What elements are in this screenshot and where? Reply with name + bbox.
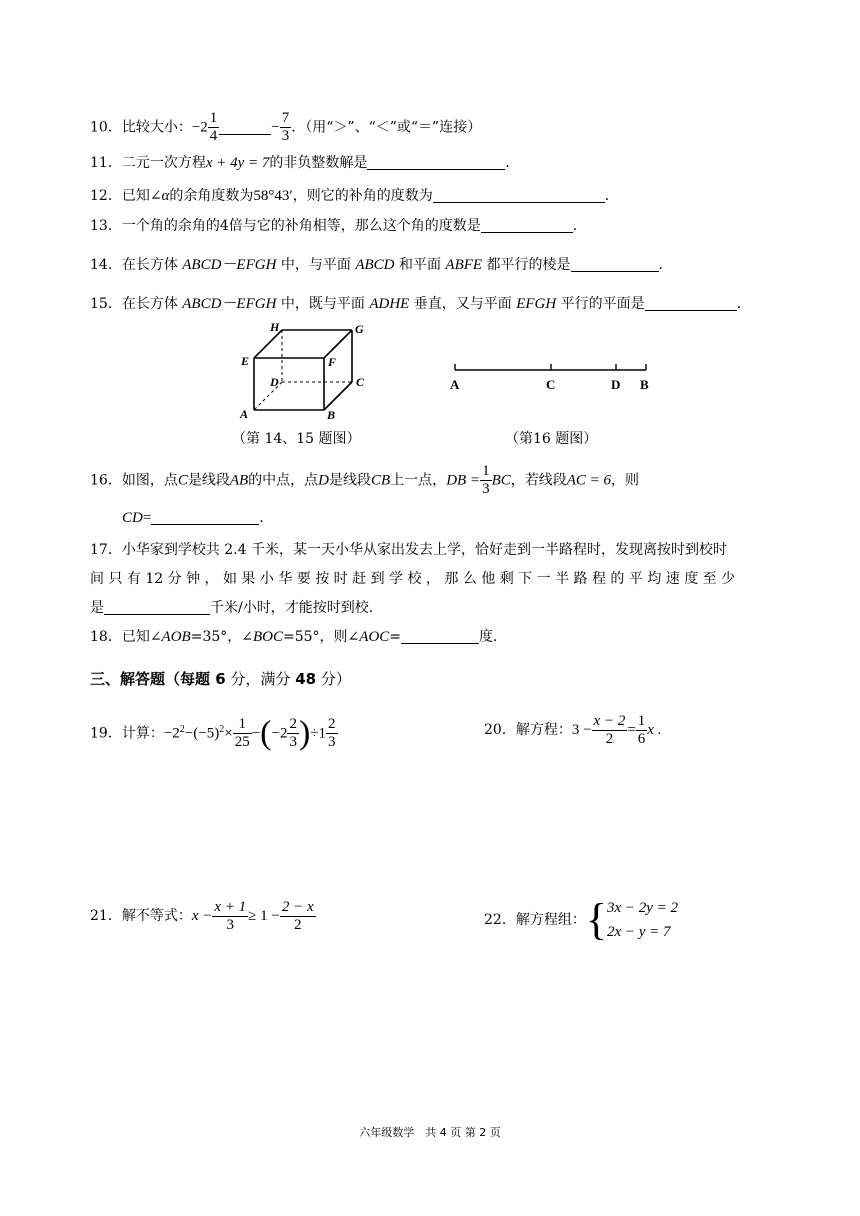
q20-t3: x .	[647, 722, 662, 738]
q13-text: 13．一个角的余角的4倍与它的补角相等，那么这个角的度数是	[90, 218, 481, 234]
vertex-label-a: A	[240, 407, 249, 421]
q15-end: ．	[736, 296, 751, 312]
q16-cd: CD	[122, 510, 143, 526]
q18-p1: 18．已知∠	[90, 629, 162, 645]
q20-t1: 3 −	[571, 722, 592, 738]
q19-t3: ×	[224, 725, 233, 742]
q20-t2: =	[627, 722, 636, 738]
question-21	[90, 896, 316, 936]
q10-prefix: 10．比较大小：	[90, 119, 192, 136]
segment-figure	[446, 356, 656, 396]
q16-end: ．	[259, 510, 274, 526]
q16-p7: ，则	[611, 472, 640, 489]
q16-p6: ，若线段	[510, 472, 567, 489]
q21-fraction-2: $\frac{2 - x}{2}$	[281, 898, 314, 933]
q11-end: ．	[505, 155, 520, 171]
q20-prefix: 20．解方程：	[484, 722, 572, 738]
q21-t2: ≥ 1 −	[248, 908, 280, 924]
q19-t5: −2	[271, 725, 288, 742]
q17-line3b: 千米/小时，才能按时到校.	[210, 600, 374, 616]
q16-p2: 是线段	[187, 472, 230, 489]
q22-prefix: 22．解方程组：	[484, 912, 586, 928]
question-17-line1: 17．小华家到学校共 2.4 千米，某一天小华从家出发去上学，恰好走到一半路程时，发现离按时到校时	[90, 542, 727, 558]
section-3-points-each: 6	[215, 670, 226, 688]
question-16-line2	[122, 508, 273, 528]
point-label-d: D	[611, 377, 621, 392]
q19-left-paren: (	[260, 714, 272, 752]
q19-t4: −	[251, 725, 261, 742]
q13-end: ．	[572, 218, 587, 234]
question-16	[90, 463, 639, 498]
q14-p1: 14．在长方体	[90, 257, 183, 273]
q16-fraction: $\frac{1}{3}$	[482, 463, 490, 497]
q16-d: D	[318, 472, 330, 489]
q12-mid: 的余角度数为	[169, 188, 254, 204]
q16-answer-blank[interactable]	[151, 509, 259, 525]
question-18	[90, 627, 497, 647]
section-3-points-total: 48	[295, 670, 317, 688]
q18-p3: =55°，则∠	[283, 629, 360, 645]
q18-boc: BOC	[253, 629, 283, 645]
q15-p1: 15．在长方体	[90, 296, 183, 312]
q19-fraction-2: $\frac{2}{3}$	[289, 716, 297, 751]
q19-e2: 2	[219, 724, 225, 735]
cuboid-figure	[236, 320, 372, 424]
section-3-note: （每题	[165, 670, 216, 688]
q22-equation-2: 2x − y = 7	[606, 924, 671, 940]
q19-t6: ÷1	[310, 725, 327, 742]
q15-n3: EFGH	[516, 296, 557, 312]
q11-equation: x + 4y = 7	[205, 155, 270, 171]
question-22	[484, 896, 678, 944]
q14-n1: ABCD－EFGH	[182, 257, 277, 273]
q16-cb: CB	[371, 472, 391, 489]
vertex-label-h: H	[270, 320, 280, 334]
vertex-label-e: E	[241, 354, 250, 368]
q14-end: ．	[658, 257, 673, 273]
q16-p3: 的中点，点	[248, 472, 319, 489]
question-10	[90, 110, 481, 145]
q14-n2: ABCD	[355, 257, 395, 273]
section-3-m2: 分）	[316, 670, 351, 688]
figure-caption-16: （第16 题图）	[505, 431, 598, 447]
page-footer: 六年级数学 共 4 页 第 2 页	[359, 1126, 501, 1139]
q20-fraction-1: $\frac{x - 2}{2}$	[593, 712, 626, 747]
q15-n1: ABCD－EFGH	[182, 296, 277, 312]
q19-fraction-1: $\frac{1}{25}$	[234, 716, 250, 751]
q14-answer-blank[interactable]	[571, 256, 659, 272]
q16-db: DB =	[446, 472, 481, 489]
q14-p2: 中，与平面	[276, 257, 356, 273]
q18-aoc: AOC	[359, 629, 390, 645]
q10-suffix: ．（用“＞”、“＜”或“＝”连接）	[291, 119, 482, 136]
q21-fraction-1: $\frac{x + 1}{3}$	[214, 898, 247, 933]
vertex-label-g: G	[355, 322, 364, 336]
q19-right-paren: )	[298, 714, 311, 752]
q16-p5: 上一点，	[390, 472, 447, 489]
figure-caption-14-15: （第 14、15 题图）	[232, 431, 361, 447]
q15-answer-blank[interactable]	[645, 295, 737, 311]
point-label-c: C	[546, 377, 556, 392]
q19-t1: −2	[163, 725, 180, 742]
q10-fraction-b: $\frac{7}{3}$	[281, 110, 290, 144]
q18-p2: =35°，∠	[190, 629, 253, 645]
q21-t1: x −	[191, 908, 213, 924]
q16-ab: AB	[229, 472, 249, 489]
q16-p1: 16．如图，点	[90, 472, 178, 489]
q18-answer-blank[interactable]	[401, 628, 479, 644]
q11-prefix: 11．二元一次方程	[90, 155, 206, 171]
q11-answer-blank[interactable]	[367, 154, 505, 170]
vertex-label-d: D	[270, 375, 279, 389]
q15-p4: 平行的平面是	[556, 296, 645, 312]
q10-answer-blank[interactable]	[219, 119, 271, 135]
question-17-line3	[90, 598, 373, 618]
vertex-label-b: B	[327, 408, 336, 422]
question-14	[90, 255, 673, 275]
q10-sign: −	[271, 119, 280, 136]
q16-eq: =	[142, 510, 152, 526]
q10-mixed-int: −2	[191, 119, 208, 136]
vertex-label-f: F	[328, 355, 337, 369]
q14-n3: ABFE	[445, 257, 483, 273]
q18-aob: AOB	[161, 629, 191, 645]
q15-n2: ADHE	[369, 296, 410, 312]
q19-t2: −(−5)	[184, 725, 220, 742]
q15-p3: 垂直，又与平面	[409, 296, 517, 312]
section-3-heading	[90, 668, 351, 689]
point-label-b: B	[640, 377, 649, 392]
q11-suffix: 的非负整数解是	[269, 155, 368, 171]
q20-fraction-2: $\frac{1}{6}$	[637, 712, 646, 747]
q19-e1: 2	[179, 724, 185, 735]
q18-end: 度.	[479, 629, 498, 645]
q22-brace: {	[585, 895, 607, 944]
q14-p4: 都平行的棱是	[482, 257, 571, 273]
question-20	[484, 710, 661, 750]
q17-line3a: 是	[90, 600, 104, 616]
q22-system	[607, 896, 678, 944]
q18-p4: =	[389, 629, 402, 645]
q22-equation-1: 3x − 2y = 2	[606, 900, 679, 916]
q10-fraction-a: $\frac{1}{4}$	[209, 110, 218, 144]
section-3-title: 三、解答题	[90, 670, 166, 688]
q16-p4: 是线段	[329, 472, 372, 489]
q12-rest: ，则它的补角的度数为	[292, 188, 433, 204]
q12-degree: 58°43′	[253, 188, 293, 204]
q12-answer-blank[interactable]	[433, 187, 605, 203]
q12-end: ．	[604, 188, 619, 204]
question-12	[90, 186, 619, 206]
point-label-a: A	[450, 377, 460, 392]
vertex-label-c: C	[356, 375, 365, 389]
q16-c: C	[177, 472, 188, 489]
question-15	[90, 294, 751, 314]
section-3-m1: 分，满分	[225, 670, 296, 688]
q12-var: α	[161, 188, 170, 204]
q17-answer-blank[interactable]	[104, 599, 210, 615]
question-17-line2: 间 只 有 12 分 钟 ， 如 果 小 华 要 按 时 赶 到 学 校 ， 那 么 他 剩 下 一 半 路 程 的 平 均 速 度 至 少	[90, 571, 736, 587]
question-11	[90, 153, 519, 173]
question-13	[90, 216, 587, 236]
q16-bc: BC	[491, 472, 511, 489]
q19-fraction-3: $\frac{2}{3}$	[328, 716, 336, 751]
q14-p3: 和平面	[394, 257, 446, 273]
q16-ac: AC = 6	[566, 472, 612, 489]
q15-p2: 中，既与平面	[276, 296, 370, 312]
q21-prefix: 21．解不等式：	[90, 908, 192, 924]
question-19	[90, 710, 338, 754]
q13-answer-blank[interactable]	[481, 217, 573, 233]
q19-prefix: 19．计算：	[90, 725, 164, 742]
q12-prefix: 12．已知∠	[90, 188, 162, 204]
